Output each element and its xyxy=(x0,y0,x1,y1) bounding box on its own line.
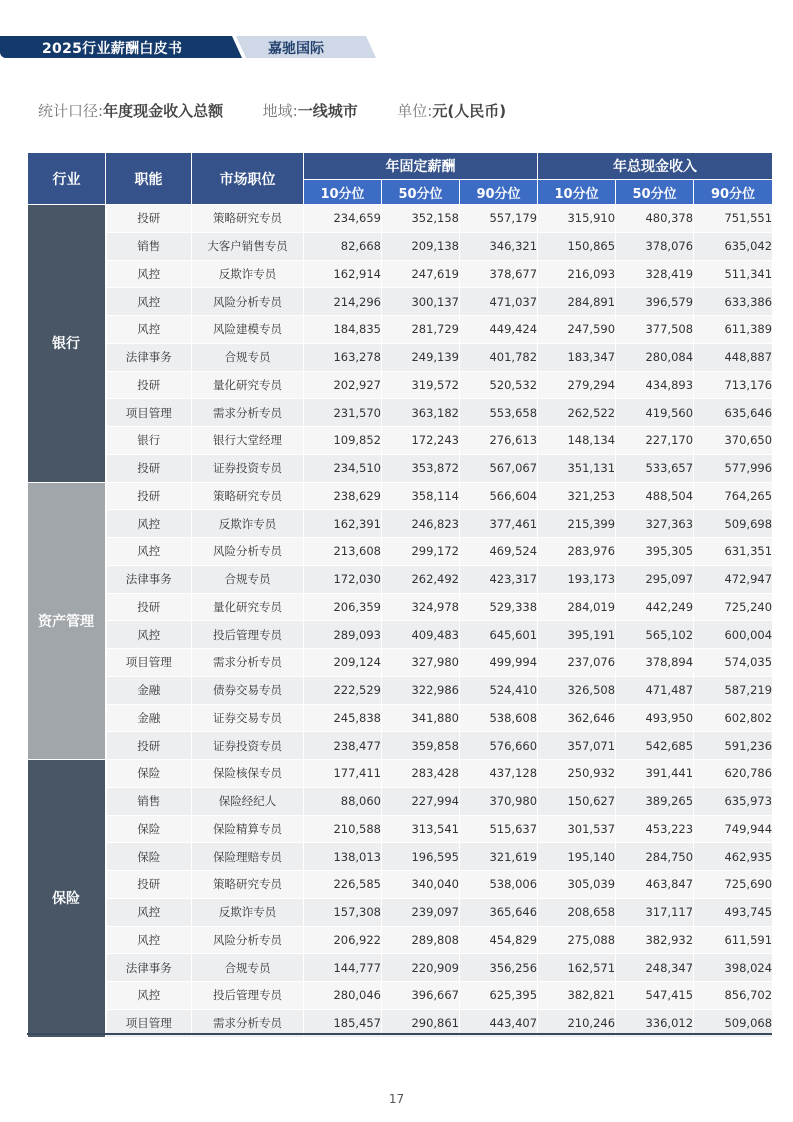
total-p10-cell: 183,347 xyxy=(538,343,616,371)
brand-name: 嘉驰国际 xyxy=(268,41,324,57)
fixed-p10-cell: 206,359 xyxy=(304,593,382,621)
total-p50-cell: 419,560 xyxy=(616,399,694,427)
total-p50-cell: 382,932 xyxy=(616,926,694,954)
unit-value: 元(人民币) xyxy=(432,102,507,120)
scope-value: 年度现金收入总额 xyxy=(103,102,224,120)
total-p50-cell: 453,223 xyxy=(616,815,694,843)
total-p50-cell: 442,249 xyxy=(616,593,694,621)
position-cell: 银行大堂经理 xyxy=(192,427,304,455)
fixed-p90-cell: 378,677 xyxy=(460,260,538,288)
category-cell: 风控 xyxy=(106,538,192,566)
industry-cell: 保险 xyxy=(28,760,106,1038)
salary-table-body xyxy=(28,205,773,1038)
total-p90-cell: 611,591 xyxy=(694,926,773,954)
category-cell: 银行 xyxy=(106,427,192,455)
total-p50-cell: 542,685 xyxy=(616,732,694,760)
fixed-p10-cell: 185,457 xyxy=(304,1009,382,1037)
fixed-p50-cell: 172,243 xyxy=(382,427,460,455)
table-row xyxy=(28,982,773,1010)
industry-cell: 银行 xyxy=(28,205,106,483)
total-p50-cell: 317,117 xyxy=(616,898,694,926)
fixed-p90-cell: 520,532 xyxy=(460,371,538,399)
position-cell: 合规专员 xyxy=(192,954,304,982)
fixed-p10-cell: 213,608 xyxy=(304,538,382,566)
fixed-p50-cell: 196,595 xyxy=(382,843,460,871)
fixed-p90-cell: 576,660 xyxy=(460,732,538,760)
position-cell: 投后管理专员 xyxy=(192,982,304,1010)
total-p10-cell: 362,646 xyxy=(538,704,616,732)
position-cell: 合规专员 xyxy=(192,343,304,371)
total-p10-cell: 305,039 xyxy=(538,871,616,899)
fixed-p10-cell: 222,529 xyxy=(304,676,382,704)
position-cell: 反欺诈专员 xyxy=(192,260,304,288)
category-cell: 项目管理 xyxy=(106,649,192,677)
table-row xyxy=(28,704,773,732)
total-p50-cell: 434,893 xyxy=(616,371,694,399)
total-p50-cell: 227,170 xyxy=(616,427,694,455)
fixed-p90-cell: 377,461 xyxy=(460,510,538,538)
table-row xyxy=(28,232,773,260)
fixed-p10-cell: 82,668 xyxy=(304,232,382,260)
total-p50-cell: 327,363 xyxy=(616,510,694,538)
fixed-p90-cell: 276,613 xyxy=(460,427,538,455)
fixed-p90-cell: 529,338 xyxy=(460,593,538,621)
fixed-p50-cell: 249,139 xyxy=(382,343,460,371)
category-cell: 投研 xyxy=(106,482,192,510)
total-p10-cell: 262,522 xyxy=(538,399,616,427)
fixed-p90-cell: 437,128 xyxy=(460,760,538,788)
total-p10-cell: 247,590 xyxy=(538,316,616,344)
total-p10-cell: 210,246 xyxy=(538,1009,616,1037)
fixed-p90-cell: 553,658 xyxy=(460,399,538,427)
fixed-p90-cell: 449,424 xyxy=(460,316,538,344)
position-cell: 需求分析专员 xyxy=(192,399,304,427)
fixed-p10-cell: 202,927 xyxy=(304,371,382,399)
total-p90-cell: 725,240 xyxy=(694,593,773,621)
position-cell: 量化研究专员 xyxy=(192,371,304,399)
position-cell: 策略研究专员 xyxy=(192,205,304,233)
total-p90-cell: 764,265 xyxy=(694,482,773,510)
total-p50-cell: 284,750 xyxy=(616,843,694,871)
position-cell: 证券投资专员 xyxy=(192,732,304,760)
fixed-p50-cell: 353,872 xyxy=(382,454,460,482)
total-p50-cell: 389,265 xyxy=(616,787,694,815)
position-cell: 策略研究专员 xyxy=(192,482,304,510)
category-cell: 投研 xyxy=(106,732,192,760)
total-p50-cell: 547,415 xyxy=(616,982,694,1010)
position-cell: 需求分析专员 xyxy=(192,649,304,677)
total-p10-cell: 382,821 xyxy=(538,982,616,1010)
position-cell: 证券投资专员 xyxy=(192,454,304,482)
category-cell: 保险 xyxy=(106,760,192,788)
table-row xyxy=(28,787,773,815)
position-cell: 风险建模专员 xyxy=(192,316,304,344)
fixed-p90-cell: 401,782 xyxy=(460,343,538,371)
total-p10-cell: 351,131 xyxy=(538,454,616,482)
fixed-p90-cell: 515,637 xyxy=(460,815,538,843)
fixed-p90-cell: 443,407 xyxy=(460,1009,538,1037)
fixed-p90-cell: 538,608 xyxy=(460,704,538,732)
total-p10-cell: 148,134 xyxy=(538,427,616,455)
total-p90-cell: 577,996 xyxy=(694,454,773,482)
fixed-p10-cell: 214,296 xyxy=(304,288,382,316)
total-p10-cell: 275,088 xyxy=(538,926,616,954)
table-row xyxy=(28,649,773,677)
position-cell: 风险分析专员 xyxy=(192,538,304,566)
header-fixed-p10: 10分位 xyxy=(304,180,382,205)
page-number: 17 xyxy=(388,1092,405,1106)
fixed-p90-cell: 321,619 xyxy=(460,843,538,871)
fixed-p10-cell: 184,835 xyxy=(304,316,382,344)
total-p50-cell: 565,102 xyxy=(616,621,694,649)
total-p90-cell: 725,690 xyxy=(694,871,773,899)
total-p90-cell: 635,646 xyxy=(694,399,773,427)
total-p90-cell: 462,935 xyxy=(694,843,773,871)
header-fixed-p50: 50分位 xyxy=(382,180,460,205)
fixed-p10-cell: 144,777 xyxy=(304,954,382,982)
statistics-criteria xyxy=(38,100,506,121)
salary-table xyxy=(27,152,773,1038)
total-p50-cell: 488,504 xyxy=(616,482,694,510)
category-cell: 风控 xyxy=(106,316,192,344)
fixed-p50-cell: 289,808 xyxy=(382,926,460,954)
header-fixed-p90: 90分位 xyxy=(460,180,538,205)
total-p90-cell: 602,802 xyxy=(694,704,773,732)
category-cell: 销售 xyxy=(106,232,192,260)
category-cell: 金融 xyxy=(106,704,192,732)
header-total-cash: 年总现金收入 xyxy=(538,153,773,180)
position-cell: 大客户销售专员 xyxy=(192,232,304,260)
total-p90-cell: 493,745 xyxy=(694,898,773,926)
total-p10-cell: 395,191 xyxy=(538,621,616,649)
total-p90-cell: 751,551 xyxy=(694,205,773,233)
total-p10-cell: 215,399 xyxy=(538,510,616,538)
total-p10-cell: 357,071 xyxy=(538,732,616,760)
category-cell: 风控 xyxy=(106,510,192,538)
total-p10-cell: 216,093 xyxy=(538,260,616,288)
total-p10-cell: 150,865 xyxy=(538,232,616,260)
fixed-p10-cell: 138,013 xyxy=(304,843,382,871)
category-cell: 投研 xyxy=(106,205,192,233)
category-cell: 销售 xyxy=(106,787,192,815)
position-cell: 证券交易专员 xyxy=(192,704,304,732)
fixed-p90-cell: 625,395 xyxy=(460,982,538,1010)
fixed-p50-cell: 300,137 xyxy=(382,288,460,316)
fixed-p10-cell: 172,030 xyxy=(304,565,382,593)
fixed-p90-cell: 365,646 xyxy=(460,898,538,926)
table-row xyxy=(28,593,773,621)
category-cell: 保险 xyxy=(106,843,192,871)
total-p90-cell: 611,389 xyxy=(694,316,773,344)
table-row xyxy=(28,871,773,899)
position-cell: 保险核保专员 xyxy=(192,760,304,788)
fixed-p10-cell: 226,585 xyxy=(304,871,382,899)
category-cell: 风控 xyxy=(106,982,192,1010)
category-cell: 投研 xyxy=(106,871,192,899)
category-cell: 投研 xyxy=(106,454,192,482)
fixed-p50-cell: 283,428 xyxy=(382,760,460,788)
fixed-p50-cell: 290,861 xyxy=(382,1009,460,1037)
table-row xyxy=(28,898,773,926)
scope-label: 统计口径: xyxy=(38,102,104,120)
category-cell: 投研 xyxy=(106,371,192,399)
total-p10-cell: 162,571 xyxy=(538,954,616,982)
table-row xyxy=(28,371,773,399)
total-p90-cell: 448,887 xyxy=(694,343,773,371)
region-label: 地域: xyxy=(262,102,298,120)
total-p90-cell: 633,386 xyxy=(694,288,773,316)
table-row xyxy=(28,565,773,593)
total-p50-cell: 280,084 xyxy=(616,343,694,371)
fixed-p90-cell: 356,256 xyxy=(460,954,538,982)
fixed-p50-cell: 239,097 xyxy=(382,898,460,926)
fixed-p50-cell: 358,114 xyxy=(382,482,460,510)
category-cell: 金融 xyxy=(106,676,192,704)
fixed-p10-cell: 209,124 xyxy=(304,649,382,677)
fixed-p10-cell: 88,060 xyxy=(304,787,382,815)
fixed-p10-cell: 234,510 xyxy=(304,454,382,482)
fixed-p90-cell: 499,994 xyxy=(460,649,538,677)
total-p50-cell: 378,894 xyxy=(616,649,694,677)
position-cell: 保险精算专员 xyxy=(192,815,304,843)
category-cell: 保险 xyxy=(106,815,192,843)
position-cell: 策略研究专员 xyxy=(192,871,304,899)
total-p10-cell: 208,658 xyxy=(538,898,616,926)
total-p10-cell: 279,294 xyxy=(538,371,616,399)
total-p50-cell: 248,347 xyxy=(616,954,694,982)
fixed-p10-cell: 238,629 xyxy=(304,482,382,510)
position-cell: 反欺诈专员 xyxy=(192,898,304,926)
total-p10-cell: 150,627 xyxy=(538,787,616,815)
total-p10-cell: 195,140 xyxy=(538,843,616,871)
total-p50-cell: 493,950 xyxy=(616,704,694,732)
total-p10-cell: 237,076 xyxy=(538,649,616,677)
fixed-p10-cell: 289,093 xyxy=(304,621,382,649)
header-total-p50: 50分位 xyxy=(616,180,694,205)
fixed-p50-cell: 209,138 xyxy=(382,232,460,260)
total-p90-cell: 509,068 xyxy=(694,1009,773,1037)
fixed-p50-cell: 363,182 xyxy=(382,399,460,427)
position-cell: 债券交易专员 xyxy=(192,676,304,704)
total-p90-cell: 713,176 xyxy=(694,371,773,399)
category-cell: 风控 xyxy=(106,898,192,926)
header-position: 市场职位 xyxy=(192,153,304,205)
fixed-p90-cell: 454,829 xyxy=(460,926,538,954)
fixed-p90-cell: 469,524 xyxy=(460,538,538,566)
category-cell: 风控 xyxy=(106,288,192,316)
fixed-p90-cell: 423,317 xyxy=(460,565,538,593)
total-p10-cell: 283,976 xyxy=(538,538,616,566)
category-cell: 项目管理 xyxy=(106,399,192,427)
header-fixed-salary: 年固定薪酬 xyxy=(304,153,538,180)
position-cell: 保险经纪人 xyxy=(192,787,304,815)
total-p10-cell: 326,508 xyxy=(538,676,616,704)
fixed-p50-cell: 396,667 xyxy=(382,982,460,1010)
position-cell: 量化研究专员 xyxy=(192,593,304,621)
table-row xyxy=(28,399,773,427)
fixed-p50-cell: 324,978 xyxy=(382,593,460,621)
header-industry: 行业 xyxy=(28,153,106,205)
table-row xyxy=(28,205,773,233)
total-p50-cell: 471,487 xyxy=(616,676,694,704)
total-p90-cell: 591,236 xyxy=(694,732,773,760)
table-row xyxy=(28,454,773,482)
fixed-p10-cell: 280,046 xyxy=(304,982,382,1010)
fixed-p10-cell: 177,411 xyxy=(304,760,382,788)
fixed-p50-cell: 352,158 xyxy=(382,205,460,233)
fixed-p10-cell: 162,391 xyxy=(304,510,382,538)
total-p10-cell: 321,253 xyxy=(538,482,616,510)
table-row xyxy=(28,427,773,455)
fixed-p50-cell: 220,909 xyxy=(382,954,460,982)
table-row xyxy=(28,843,773,871)
fixed-p50-cell: 246,823 xyxy=(382,510,460,538)
table-row xyxy=(28,815,773,843)
total-p50-cell: 533,657 xyxy=(616,454,694,482)
total-p50-cell: 395,305 xyxy=(616,538,694,566)
fixed-p90-cell: 370,980 xyxy=(460,787,538,815)
fixed-p50-cell: 299,172 xyxy=(382,538,460,566)
category-cell: 法律事务 xyxy=(106,343,192,371)
total-p90-cell: 509,698 xyxy=(694,510,773,538)
table-row xyxy=(28,954,773,982)
category-cell: 风控 xyxy=(106,621,192,649)
header-category: 职能 xyxy=(106,153,192,205)
total-p50-cell: 295,097 xyxy=(616,565,694,593)
total-p10-cell: 193,173 xyxy=(538,565,616,593)
total-p50-cell: 336,012 xyxy=(616,1009,694,1037)
position-cell: 合规专员 xyxy=(192,565,304,593)
category-cell: 投研 xyxy=(106,593,192,621)
total-p90-cell: 398,024 xyxy=(694,954,773,982)
fixed-p10-cell: 238,477 xyxy=(304,732,382,760)
fixed-p10-cell: 163,278 xyxy=(304,343,382,371)
total-p90-cell: 620,786 xyxy=(694,760,773,788)
category-cell: 风控 xyxy=(106,926,192,954)
fixed-p50-cell: 340,040 xyxy=(382,871,460,899)
fixed-p50-cell: 262,492 xyxy=(382,565,460,593)
total-p90-cell: 631,351 xyxy=(694,538,773,566)
fixed-p10-cell: 109,852 xyxy=(304,427,382,455)
total-p90-cell: 600,004 xyxy=(694,621,773,649)
fixed-p50-cell: 247,619 xyxy=(382,260,460,288)
category-cell: 项目管理 xyxy=(106,1009,192,1037)
industry-cell: 资产管理 xyxy=(28,482,106,760)
fixed-p50-cell: 319,572 xyxy=(382,371,460,399)
total-p10-cell: 284,019 xyxy=(538,593,616,621)
position-cell: 需求分析专员 xyxy=(192,1009,304,1037)
total-p90-cell: 472,947 xyxy=(694,565,773,593)
fixed-p50-cell: 313,541 xyxy=(382,815,460,843)
fixed-p50-cell: 341,880 xyxy=(382,704,460,732)
total-p90-cell: 749,944 xyxy=(694,815,773,843)
total-p90-cell: 511,341 xyxy=(694,260,773,288)
fixed-p90-cell: 557,179 xyxy=(460,205,538,233)
fixed-p50-cell: 409,483 xyxy=(382,621,460,649)
position-cell: 反欺诈专员 xyxy=(192,510,304,538)
total-p90-cell: 635,973 xyxy=(694,787,773,815)
table-row xyxy=(28,732,773,760)
position-cell: 保险理赔专员 xyxy=(192,843,304,871)
total-p10-cell: 301,537 xyxy=(538,815,616,843)
fixed-p10-cell: 234,659 xyxy=(304,205,382,233)
total-p10-cell: 315,910 xyxy=(538,205,616,233)
fixed-p90-cell: 524,410 xyxy=(460,676,538,704)
fixed-p90-cell: 566,604 xyxy=(460,482,538,510)
total-p50-cell: 463,847 xyxy=(616,871,694,899)
category-cell: 风控 xyxy=(106,260,192,288)
fixed-p90-cell: 645,601 xyxy=(460,621,538,649)
total-p90-cell: 856,702 xyxy=(694,982,773,1010)
table-row xyxy=(28,510,773,538)
report-title: 2025行业薪酬白皮书 xyxy=(42,41,183,57)
fixed-p50-cell: 227,994 xyxy=(382,787,460,815)
table-row xyxy=(28,621,773,649)
fixed-p10-cell: 245,838 xyxy=(304,704,382,732)
fixed-p10-cell: 157,308 xyxy=(304,898,382,926)
table-row xyxy=(28,343,773,371)
fixed-p50-cell: 322,986 xyxy=(382,676,460,704)
position-cell: 风险分析专员 xyxy=(192,288,304,316)
table-row xyxy=(28,538,773,566)
total-p50-cell: 377,508 xyxy=(616,316,694,344)
fixed-p50-cell: 359,858 xyxy=(382,732,460,760)
unit-label: 单位: xyxy=(397,102,433,120)
table-row xyxy=(28,760,773,788)
fixed-p50-cell: 327,980 xyxy=(382,649,460,677)
total-p10-cell: 284,891 xyxy=(538,288,616,316)
position-cell: 风险分析专员 xyxy=(192,926,304,954)
table-row xyxy=(28,260,773,288)
total-p50-cell: 396,579 xyxy=(616,288,694,316)
header-total-p10: 10分位 xyxy=(538,180,616,205)
table-row xyxy=(28,316,773,344)
total-p50-cell: 328,419 xyxy=(616,260,694,288)
table-row xyxy=(28,676,773,704)
region-value: 一线城市 xyxy=(297,102,358,120)
total-p10-cell: 250,932 xyxy=(538,760,616,788)
fixed-p90-cell: 346,321 xyxy=(460,232,538,260)
total-p50-cell: 378,076 xyxy=(616,232,694,260)
total-p90-cell: 574,035 xyxy=(694,649,773,677)
fixed-p10-cell: 162,914 xyxy=(304,260,382,288)
table-bottom-rule xyxy=(27,1033,772,1035)
table-row xyxy=(28,482,773,510)
fixed-p10-cell: 210,588 xyxy=(304,815,382,843)
fixed-p50-cell: 281,729 xyxy=(382,316,460,344)
total-p90-cell: 635,042 xyxy=(694,232,773,260)
total-p90-cell: 370,650 xyxy=(694,427,773,455)
fixed-p90-cell: 538,006 xyxy=(460,871,538,899)
fixed-p10-cell: 206,922 xyxy=(304,926,382,954)
table-row xyxy=(28,288,773,316)
table-row xyxy=(28,926,773,954)
fixed-p10-cell: 231,570 xyxy=(304,399,382,427)
position-cell: 投后管理专员 xyxy=(192,621,304,649)
header-total-p90: 90分位 xyxy=(694,180,773,205)
category-cell: 法律事务 xyxy=(106,954,192,982)
fixed-p90-cell: 567,067 xyxy=(460,454,538,482)
total-p50-cell: 480,378 xyxy=(616,205,694,233)
category-cell: 法律事务 xyxy=(106,565,192,593)
total-p90-cell: 587,219 xyxy=(694,676,773,704)
fixed-p90-cell: 471,037 xyxy=(460,288,538,316)
total-p50-cell: 391,441 xyxy=(616,760,694,788)
